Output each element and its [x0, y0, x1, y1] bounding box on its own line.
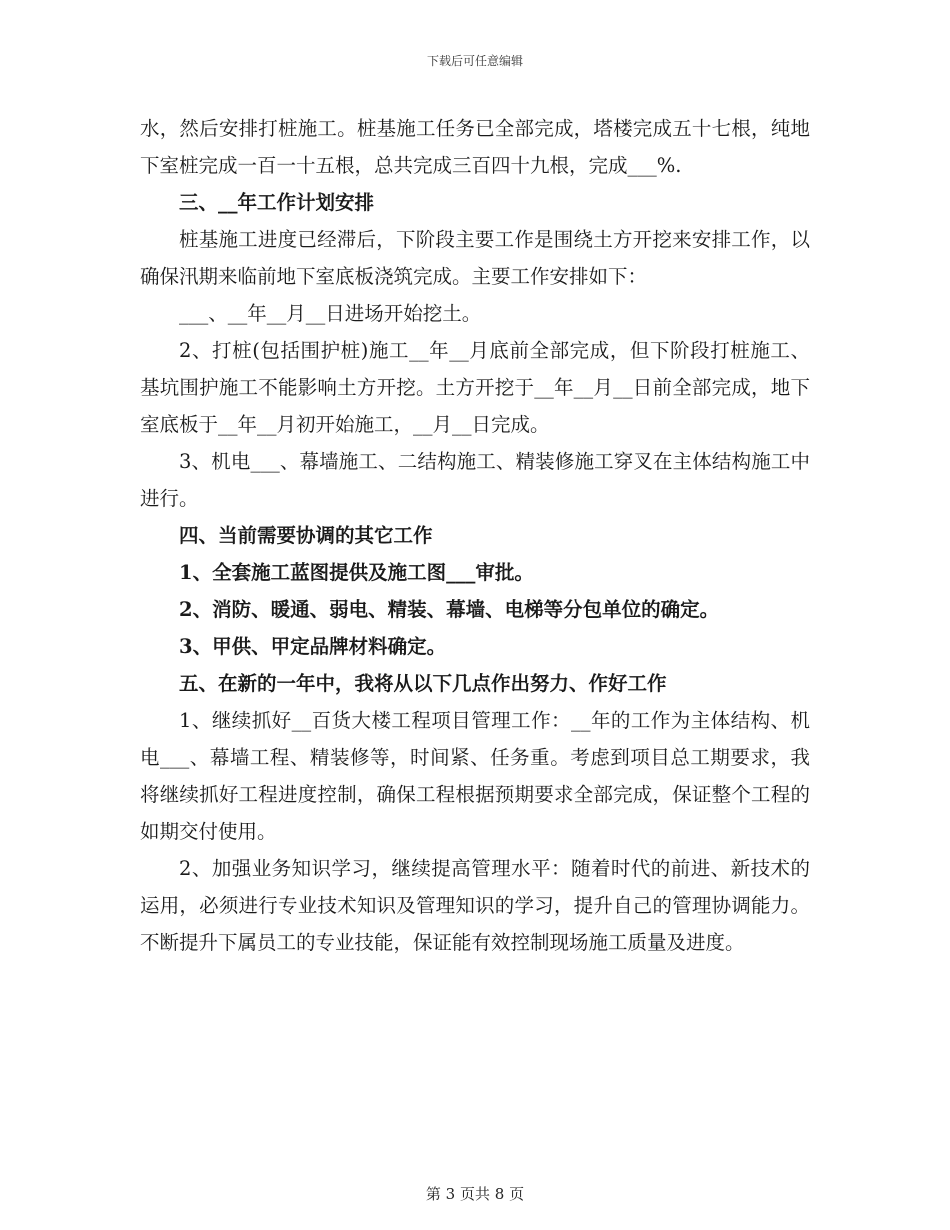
list-item-3: 3、机电___、幕墙施工、二结构施工、精装修施工穿叉在主体结构施工中进行。 — [140, 450, 810, 510]
paragraph-2: 桩基施工进度已经滞后，下阶段主要工作是围绕土方开挖来安排工作，以确保汛期来临前地下室底板浇筑完成。主要工作安排如下： — [140, 228, 810, 288]
page-header: 下载后可任意编辑 — [426, 54, 523, 68]
coordination-item-3: 3、甲供、甲定品牌材料确定。 — [179, 635, 447, 658]
plan-item-1: 1、继续抓好__百货大楼工程项目管理工作：__年的工作为主体结构、机电___、幕墙工程、精装修等，时间紧、任务重。考虑到项目总工期要求，我将继续抓好工程进度控制，确保工程根据预期要求全部完成，保证整个工程的如期交付使用。 — [140, 709, 810, 843]
section-heading-5: 五、在新的一年中，我将从以下几点作出努力、作好工作 — [179, 672, 667, 695]
section-heading-4: 四、当前需要协调的其它工作 — [179, 524, 433, 547]
paragraph-0: 水，然后安排打桩施工。桩基施工任务已全部完成，塔楼完成五十七根，纯地下室桩完成一百一十五根，总共完成三百四十九根，完成___%. — [140, 117, 810, 177]
page-footer: 第 3 页共 8 页 — [425, 1185, 525, 1203]
coordination-item-1: 1、全套施工蓝图提供及施工图___审批。 — [179, 561, 534, 584]
coordination-item-2: 2、消防、暖通、弱电、精装、幕墙、电梯等分包单位的确定。 — [179, 598, 720, 621]
document-body — [140, 110, 810, 961]
plan-item-2: 2、加强业务知识学习，继续提高管理水平：随着时代的前进、新技术的运用，必须进行专业技术知识及管理知识的学习，提升自己的管理协调能力。不断提升下属员工的专业技能，保证能有效控制现场施工质量及进度。 — [140, 857, 810, 954]
section-heading-3: 三、__年工作计划安排 — [179, 191, 375, 214]
list-item-1: ___、__年__月__日进场开始挖土。 — [179, 302, 482, 325]
list-item-2: 2、打桩(包括围护桩)施工__年__月底前全部完成，但下阶段打桩施工、基坑围护施工不能影响土方开挖。土方开挖于__年__月__日前全部完成，地下室底板于__年__月初开始施工，__月__日完成。 — [140, 339, 810, 436]
